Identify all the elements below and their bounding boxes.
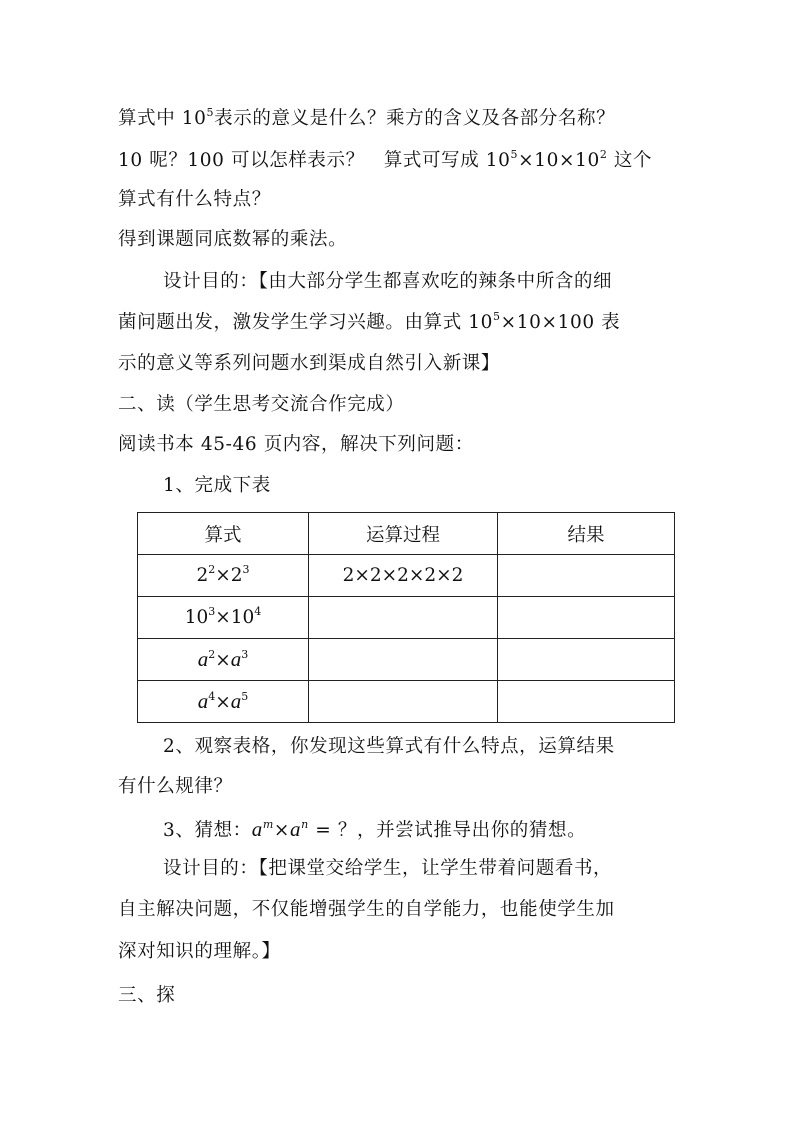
table-row [138,639,675,681]
process-cell [309,681,498,723]
expression-cell: $a^4\times a^5$ [138,681,309,723]
reading-instruction: 阅读书本 45-46 页内容，解决下列问题： [118,434,474,455]
process-cell [309,597,498,639]
design-purpose1-line3: 示的意义等系列问题水到渠成自然引入新课】 [118,353,501,374]
paragraph1-line3: 算式有什么特点？ [118,189,271,210]
task1-label: 1、完成下表 [163,475,271,496]
section2-heading: 二、读（学生思考交流合作完成） [118,394,405,415]
result-cell [498,681,675,723]
section3-heading: 三、探 [118,985,176,1006]
process-cell [309,639,498,681]
design-purpose1-line1: 设计目的：【由大部分学生都喜欢吃的辣条中所含的细 [163,271,613,292]
subtitle-line: 得到课题同底数幂的乘法。 [118,229,348,250]
paragraph1-line1: 算式中 $10^5$表示的意义是什么？乘方的含义及各部分名称？ [118,106,616,129]
header-process: 运算过程 [309,513,498,555]
result-cell [498,597,675,639]
design-purpose2-line2: 自主解决问题，不仅能增强学生的自学能力，也能使学生加 [118,899,615,920]
result-cell [498,555,675,597]
task2-line1: 2、观察表格，你发现这些算式有什么特点，运算结果 [163,736,615,757]
task3-line: 3、猜想：$a^m\times a^n$ = ？，并尝试推导出你的猜想。 [163,817,587,841]
expression-cell: $2^2\times 2^3$ [138,555,309,597]
design-purpose1-line2: 菌问题出发，激发学生学习兴趣。由算式 $10^5\times 10\times 100$ 表 [118,310,621,333]
exponent-table [137,512,675,723]
design-purpose2-line3: 深对知识的理解。】 [118,941,281,962]
result-cell [498,639,675,681]
header-expression: 算式 [138,513,309,555]
design-purpose2-line1: 设计目的：【把课堂交给学生，让学生带着问题看书， [163,858,613,879]
paragraph1-line2: 10 呢？100 可以怎样表示？ 算式可写成 $10^5\times 10\times 10^2$ 这个 [118,148,653,171]
table-header-row [138,513,675,555]
task2-line2: 有什么规律？ [118,776,233,797]
process-cell: 2×2×2×2×2 [309,555,498,597]
expression-cell: $a^2\times a^3$ [138,639,309,681]
table-row [138,555,675,597]
expression-cell: $10^3\times 10^4$ [138,597,309,639]
table-row [138,597,675,639]
header-result: 结果 [498,513,675,555]
table-row [138,681,675,723]
